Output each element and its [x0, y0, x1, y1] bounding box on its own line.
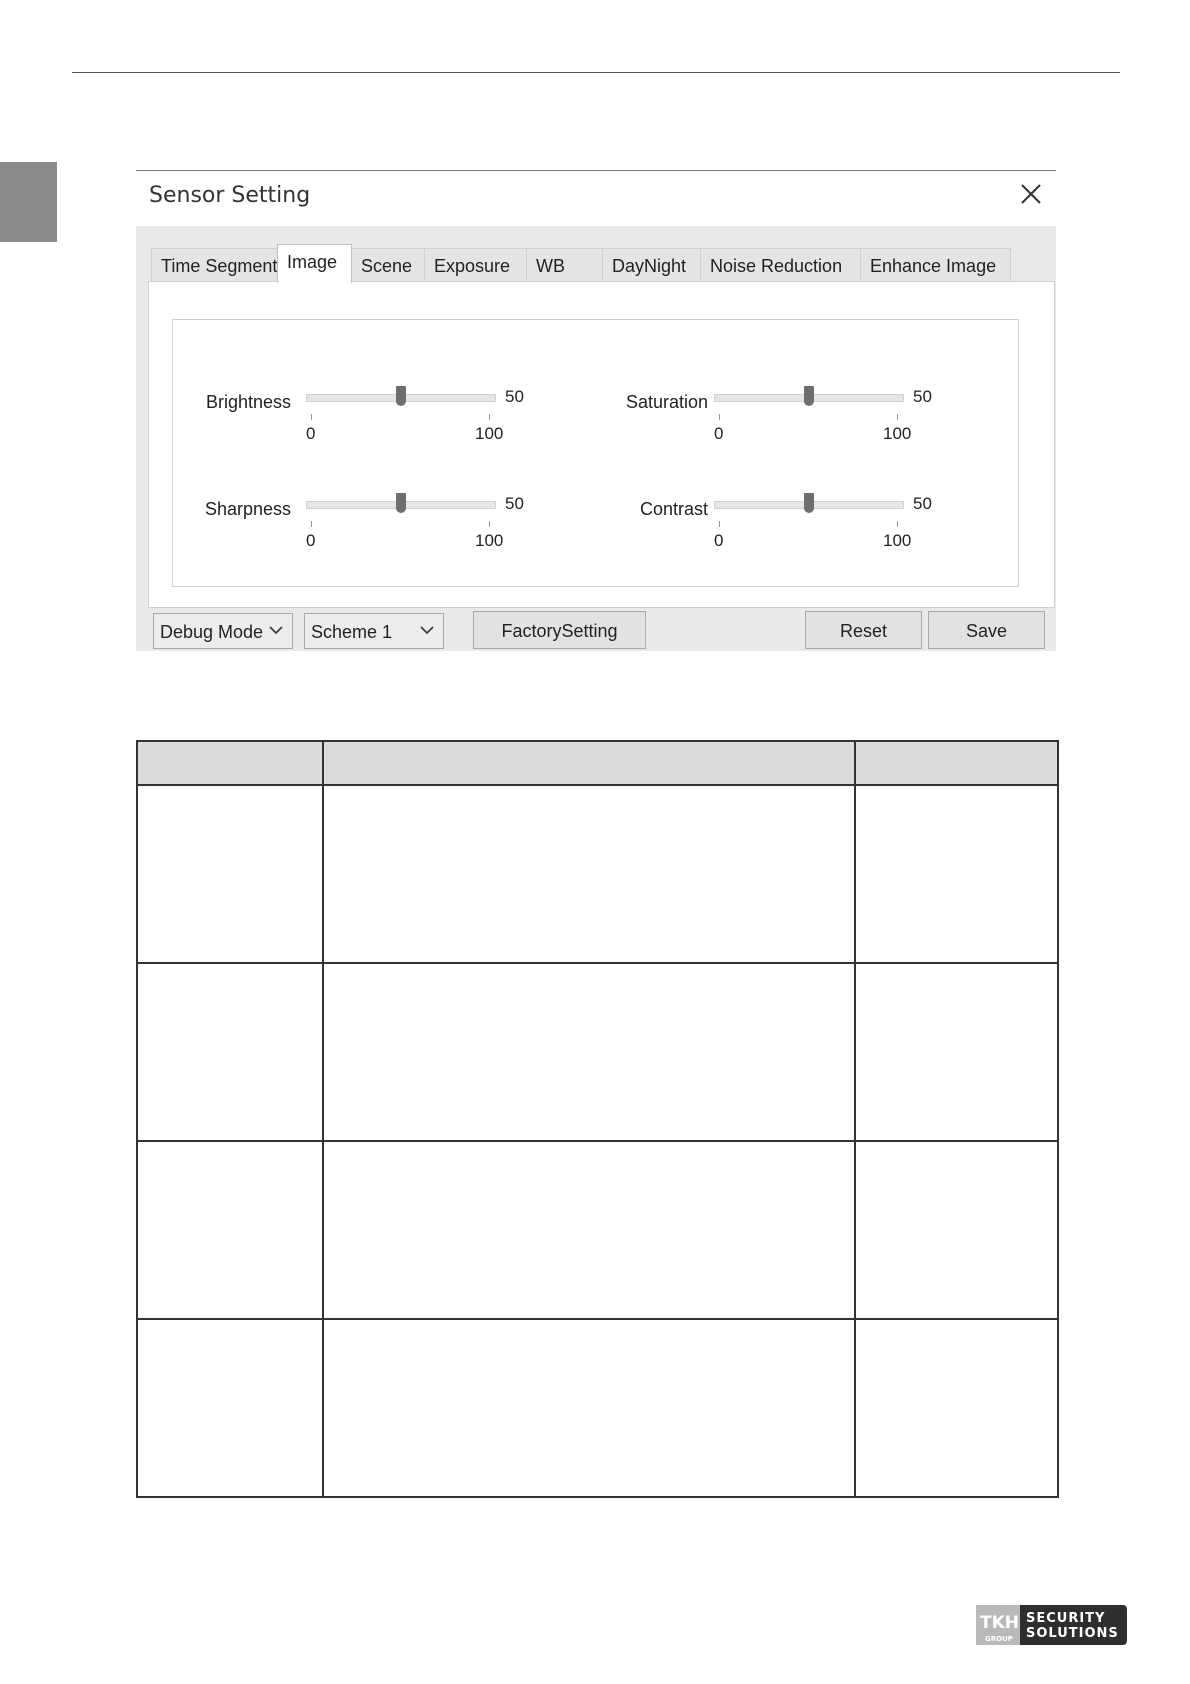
- sharpness-slider-group: [183, 477, 524, 550]
- save-button[interactable]: Save: [928, 611, 1045, 649]
- table-cell: [137, 1319, 323, 1497]
- brightness-max-label: 100: [475, 424, 504, 443]
- table-cell: [855, 1319, 1058, 1497]
- contrast-min-tick: [719, 521, 720, 527]
- tab-image[interactable]: Image: [277, 244, 352, 283]
- contrast-label: Contrast: [639, 499, 708, 519]
- close-icon[interactable]: [1018, 181, 1044, 207]
- table-header-cell: [137, 741, 323, 785]
- saturation-thumb[interactable]: [804, 386, 814, 406]
- table-row: [137, 963, 1058, 1141]
- slider-box: [172, 319, 1019, 587]
- logo-line-1: SECURITY: [1026, 1610, 1106, 1626]
- table-cell: [323, 785, 856, 963]
- table-cell: [137, 1141, 323, 1319]
- brightness-min-label: 0: [306, 424, 316, 443]
- sharpness-max-tick: [489, 521, 490, 527]
- logo-mark-subtext: GROUP: [985, 1635, 1013, 1643]
- tab-time-segment[interactable]: Time Segment: [151, 248, 278, 283]
- mode-select[interactable]: [153, 613, 293, 649]
- table-header-row: [137, 741, 1058, 785]
- table-cell: [323, 1141, 856, 1319]
- contrast-track[interactable]: [714, 501, 904, 509]
- chevron-down-icon: [268, 622, 284, 638]
- table-cell: [137, 963, 323, 1141]
- brightness-track[interactable]: [306, 394, 496, 402]
- dialog-title: Sensor Setting: [149, 183, 311, 208]
- saturation-track[interactable]: [714, 394, 904, 402]
- image-tab-panel: [148, 281, 1055, 608]
- sharpness-thumb[interactable]: [396, 493, 406, 513]
- saturation-max-tick: [897, 414, 898, 420]
- scheme-select-value: Scheme 1: [311, 622, 393, 642]
- sharpness-value: 50: [505, 494, 524, 513]
- brightness-min-tick: [311, 414, 312, 420]
- logo-text: [1020, 1605, 1127, 1645]
- table-row: [137, 1319, 1058, 1497]
- saturation-value: 50: [913, 387, 932, 406]
- saturation-label: Saturation: [625, 392, 708, 412]
- table-cell: [855, 1141, 1058, 1319]
- brightness-max-tick: [489, 414, 490, 420]
- table-cell: [323, 963, 856, 1141]
- sharpness-min-tick: [311, 521, 312, 527]
- tkh-logo-mark: [976, 1605, 1020, 1645]
- table-header-cell: [855, 741, 1058, 785]
- sharpness-track[interactable]: [306, 501, 496, 509]
- mode-select-value: Debug Mode: [160, 622, 264, 642]
- saturation-slider-group: [591, 370, 932, 443]
- parameter-table: [136, 740, 1059, 1498]
- tab-noise-reduction[interactable]: Noise Reduction: [700, 248, 861, 283]
- factory-setting-button[interactable]: FactorySetting: [473, 611, 646, 649]
- logo-line-2: SOLUTIONS: [1026, 1625, 1119, 1641]
- tab-bar: [151, 244, 1010, 282]
- saturation-min-tick: [719, 414, 720, 420]
- table-cell: [137, 785, 323, 963]
- logo-mark-text: TKH: [980, 1613, 1019, 1633]
- tab-exposure[interactable]: Exposure: [424, 248, 527, 283]
- contrast-max-label: 100: [883, 531, 912, 550]
- chevron-down-icon: [419, 622, 435, 638]
- contrast-thumb[interactable]: [804, 493, 814, 513]
- table-header-cell: [323, 741, 856, 785]
- chapter-tab: [0, 162, 57, 242]
- contrast-value: 50: [913, 494, 932, 513]
- table-row: [137, 785, 1058, 963]
- brightness-label: Brightness: [205, 392, 291, 412]
- contrast-slider-group: [591, 477, 932, 550]
- brightness-slider-group: [183, 370, 524, 443]
- reset-button[interactable]: Reset: [805, 611, 922, 649]
- table-cell: [855, 785, 1058, 963]
- header-rule: [72, 72, 1120, 73]
- saturation-min-label: 0: [714, 424, 724, 443]
- sharpness-min-label: 0: [306, 531, 316, 550]
- table-cell: [855, 963, 1058, 1141]
- sensor-setting-dialog: [136, 170, 1056, 651]
- brightness-thumb[interactable]: [396, 386, 406, 406]
- contrast-min-label: 0: [714, 531, 724, 550]
- sharpness-max-label: 100: [475, 531, 504, 550]
- tkh-logo-icon: [976, 1605, 1020, 1645]
- tab-scene[interactable]: Scene: [351, 248, 425, 283]
- sharpness-label: Sharpness: [204, 499, 291, 519]
- tab-enhance-image[interactable]: Enhance Image: [860, 248, 1011, 283]
- contrast-max-tick: [897, 521, 898, 527]
- tkh-security-logo: [976, 1605, 1127, 1645]
- saturation-max-label: 100: [883, 424, 912, 443]
- table-row: [137, 1141, 1058, 1319]
- scheme-select[interactable]: [304, 613, 444, 649]
- table-cell: [323, 1319, 856, 1497]
- tab-wb[interactable]: WB: [526, 248, 603, 283]
- brightness-value: 50: [505, 387, 524, 406]
- dialog-body: [136, 226, 1056, 651]
- tab-daynight[interactable]: DayNight: [602, 248, 701, 283]
- dialog-bottom-bar: [136, 613, 1056, 653]
